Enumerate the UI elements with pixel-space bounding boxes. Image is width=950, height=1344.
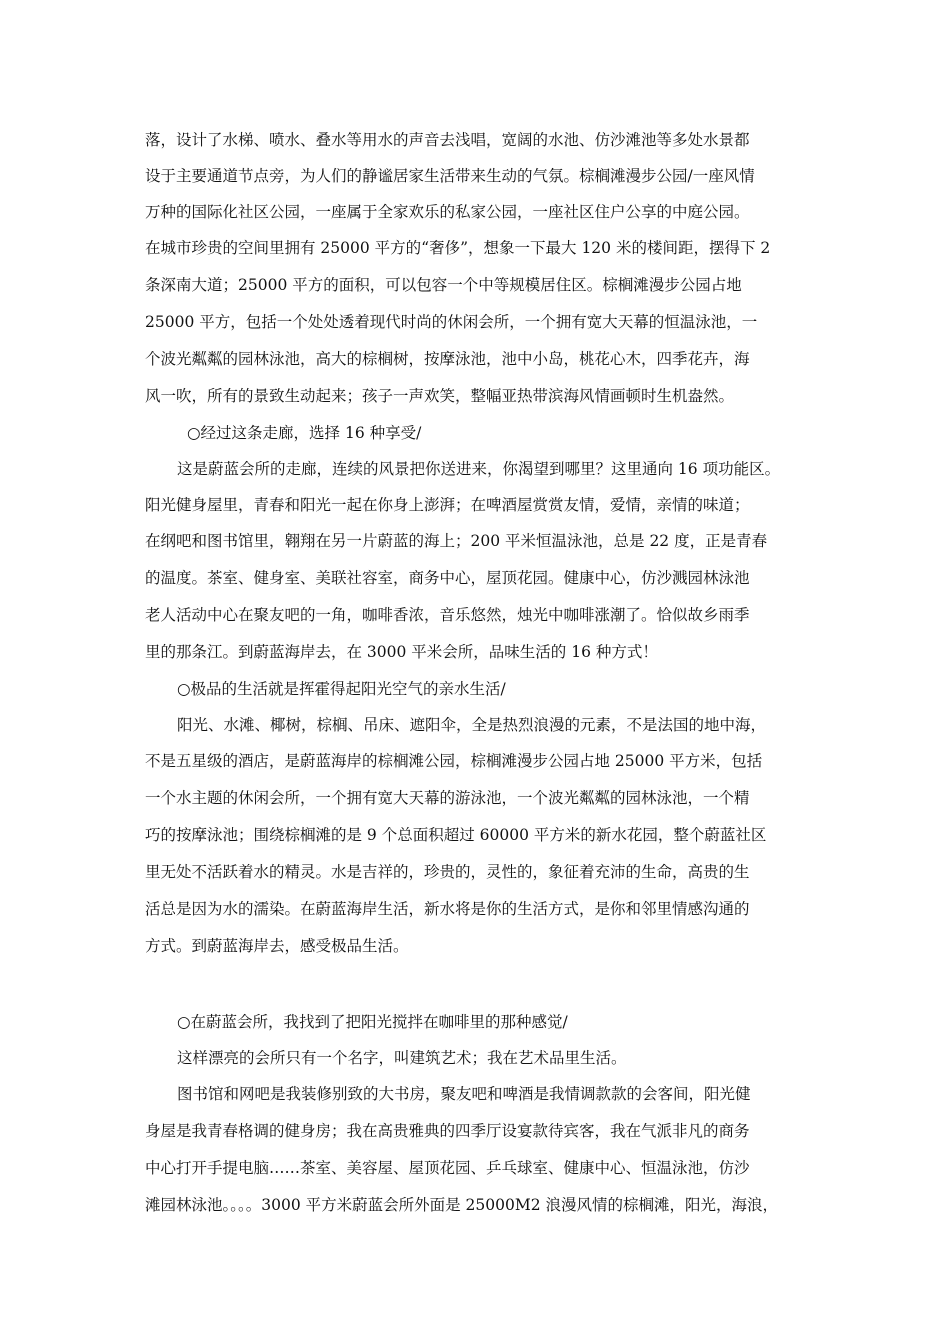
text-line: 活总是因为水的濡染。在蔚蓝海岸生活，新水将是你的生活方式，是你和邻里情感沟通的: [145, 900, 750, 918]
text-line: 条深南大道；25000 平方的面积，可以包容一个中等规模居住区。棕榈滩漫步公园占地: [145, 276, 742, 294]
text-line: 在纲吧和图书馆里，翱翔在另一片蔚蓝的海上；200 平米恒温泳池，总是 22 度，正是青春: [145, 532, 768, 550]
section-heading: ○经过这条走廊，选择 16 种享受/: [187, 424, 422, 442]
text-line: 设于主要通道节点旁，为人们的静谧居家生活带来生动的气氛。棕榈滩漫步公园/一座风情: [145, 167, 755, 185]
text-line: 巧的按摩泳池；围绕棕榈滩的是 9 个总面积超过 60000 平方米的新水花园，整个蔚蓝社区: [145, 826, 767, 844]
text-line: 阳光健身屋里，青春和阳光一起在你身上澎湃；在啤酒屋赏赏友情，爱情，亲情的味道；: [145, 496, 750, 514]
text-line: 身屋是我青春格调的健身房；我在高贵雅典的四季厅设宴款待宾客，我在气派非凡的商务: [145, 1122, 750, 1140]
text-line: 这是蔚蓝会所的走廊，连续的风景把你送进来，你渴望到哪里？这里通向 16 项功能区。: [177, 460, 781, 478]
text-line: 万种的国际化社区公园，一座属于全家欢乐的私家公园，一座社区住户公享的中庭公园。: [145, 203, 750, 221]
text-line: 方式。到蔚蓝海岸去，感受极品生活。: [145, 937, 409, 955]
text-line: 中心打开手提电脑……茶室、美容屋、屋顶花园、乒乓球室、健康中心、恒温泳池，仿沙: [145, 1159, 750, 1177]
text-line: 个波光粼粼的园林泳池，高大的棕榈树，按摩泳池，池中小岛，桃花心木，四季花卉，海: [145, 350, 750, 368]
text-line: 风一吹，所有的景致生动起来；孩子一声欢笑，整幅亚热带滨海风情画顿时生机盎然。: [145, 387, 735, 405]
text-line: 一个水主题的休闲会所，一个拥有宽大天幕的游泳池，一个波光粼粼的园林泳池，一个精: [145, 789, 750, 807]
text-line: 在城市珍贵的空间里拥有 25000 平方的“奢侈”，想象一下最大 120 米的楼间距，摆得下 2: [145, 239, 771, 257]
text-line: 阳光、水滩、椰树，棕榈、吊床、遮阳伞，全是热烈浪漫的元素，不是法国的地中海，: [177, 716, 767, 734]
text-line: 滩园林泳池。。。。3000 平方米蔚蓝会所外面是 25000M2 浪漫风情的棕榈滩，阳光，海浪，: [145, 1196, 779, 1214]
paragraph: 这样漂亮的会所只有一个名字，叫建筑艺术；我在艺术品里生活。: [177, 1049, 627, 1067]
text-line: 里无处不活跃着水的精灵。水是吉祥的，珍贵的，灵性的，象征着充沛的生命，高贵的生: [145, 863, 750, 881]
text-line: 落，设计了水梯、喷水、叠水等用水的声音去浅唱，宽阔的水池、仿沙滩池等多处水景都: [145, 131, 750, 149]
section-heading: ○极品的生活就是挥霍得起阳光空气的亲水生活/: [177, 680, 506, 698]
text-line: 图书馆和网吧是我装修别致的大书房，聚友吧和啤酒是我情调款款的会客间，阳光健: [177, 1085, 751, 1103]
text-line: 的温度。茶室、健身室、美联社容室，商务中心，屋顶花园。健康中心，仿沙溅园林泳池: [145, 569, 750, 587]
text-line: 不是五星级的酒店，是蔚蓝海岸的棕榈滩公园，棕榈滩漫步公园占地 25000 平方米，包括: [145, 752, 763, 770]
section-heading: ○在蔚蓝会所，我找到了把阳光搅拌在咖啡里的那种感觉/: [177, 1013, 568, 1031]
text-line: 25000 平方，包括一个处处透着现代时尚的休闲会所，一个拥有宽大天幕的恒温泳池，一: [145, 313, 758, 331]
text-line: 里的那条江。到蔚蓝海岸去，在 3000 平米会所，品味生活的 16 种方式！: [145, 643, 658, 661]
text-line: 老人活动中心在聚友吧的一角，咖啡香浓，音乐悠然，烛光中咖啡涨潮了。恰似故乡雨季: [145, 606, 750, 624]
